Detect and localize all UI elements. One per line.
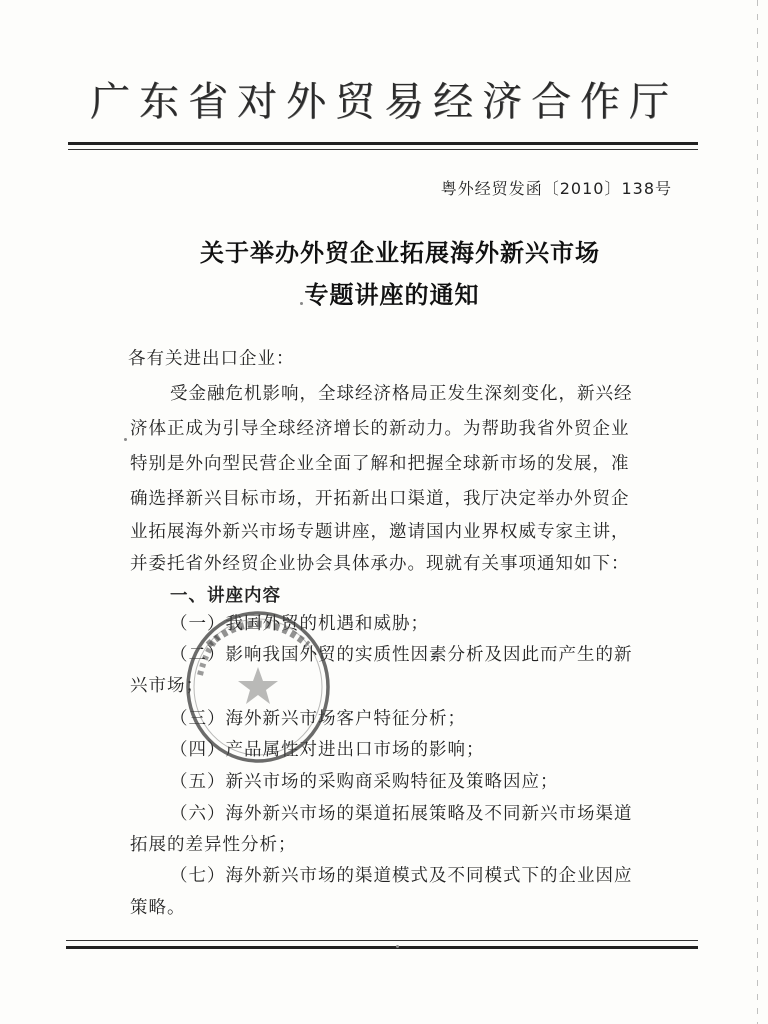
list-item: 策略。 xyxy=(130,898,186,918)
document-title-line-1: 关于举办外贸企业拓展海外新兴市场 xyxy=(200,238,600,267)
header-rule-thin xyxy=(68,149,698,150)
list-item: （二）影响我国外贸的实质性因素分析及因此而产生的新 xyxy=(170,645,633,665)
section-heading: 一、讲座内容 xyxy=(170,586,281,606)
document-number: 粤外经贸发函〔2010〕138号 xyxy=(440,179,672,198)
official-seal-icon xyxy=(178,605,333,765)
list-item: （四）产品属性对进出口市场的影响； xyxy=(170,740,485,760)
header-rule-thick xyxy=(68,142,698,145)
scan-speck xyxy=(124,438,127,441)
paragraph-line: 并委托省外经贸企业协会具体承办。现就有关事项通知如下： xyxy=(130,554,630,574)
paragraph-line: 确选择新兴目标市场，开拓新出口渠道，我厅决定举办外贸企 xyxy=(130,489,630,509)
list-item: （七）海外新兴市场的渠道模式及不同模式下的企业因应 xyxy=(170,866,633,886)
document-title-line-2: 专题讲座的通知 xyxy=(304,280,480,309)
scan-edge xyxy=(757,0,758,1024)
list-item: 拓展的差异性分析； xyxy=(130,835,297,855)
paragraph-line: 受金融危机影响，全球经济格局正发生深刻变化，新兴经 xyxy=(170,384,633,404)
list-item: （三）海外新兴市场客户特征分析； xyxy=(170,709,466,729)
agency-header: 广东省对外贸易经济合作厅 xyxy=(90,79,678,125)
scan-speck xyxy=(300,302,303,305)
list-item: （一）我国外贸的机遇和威胁； xyxy=(170,614,429,634)
paragraph-line: 济体正成为引导全球经济增长的新动力。为帮助我省外贸企业 xyxy=(130,419,630,439)
paragraph-line: 特别是外向型民营企业全面了解和把握全球新市场的发展，准 xyxy=(130,454,630,474)
list-item: （六）海外新兴市场的渠道拓展策略及不同新兴市场渠道 xyxy=(170,804,633,824)
scan-speck xyxy=(396,945,399,948)
paragraph-line: 业拓展海外新兴市场专题讲座，邀请国内业界权威专家主讲， xyxy=(130,522,630,542)
salutation: 各有关进出口企业： xyxy=(128,349,295,369)
footer-rule-thin xyxy=(66,940,698,941)
footer-rule-thick xyxy=(66,946,698,949)
list-item: 兴市场； xyxy=(130,676,204,696)
list-item: （五）新兴市场的采购商采购特征及策略因应； xyxy=(170,772,559,792)
